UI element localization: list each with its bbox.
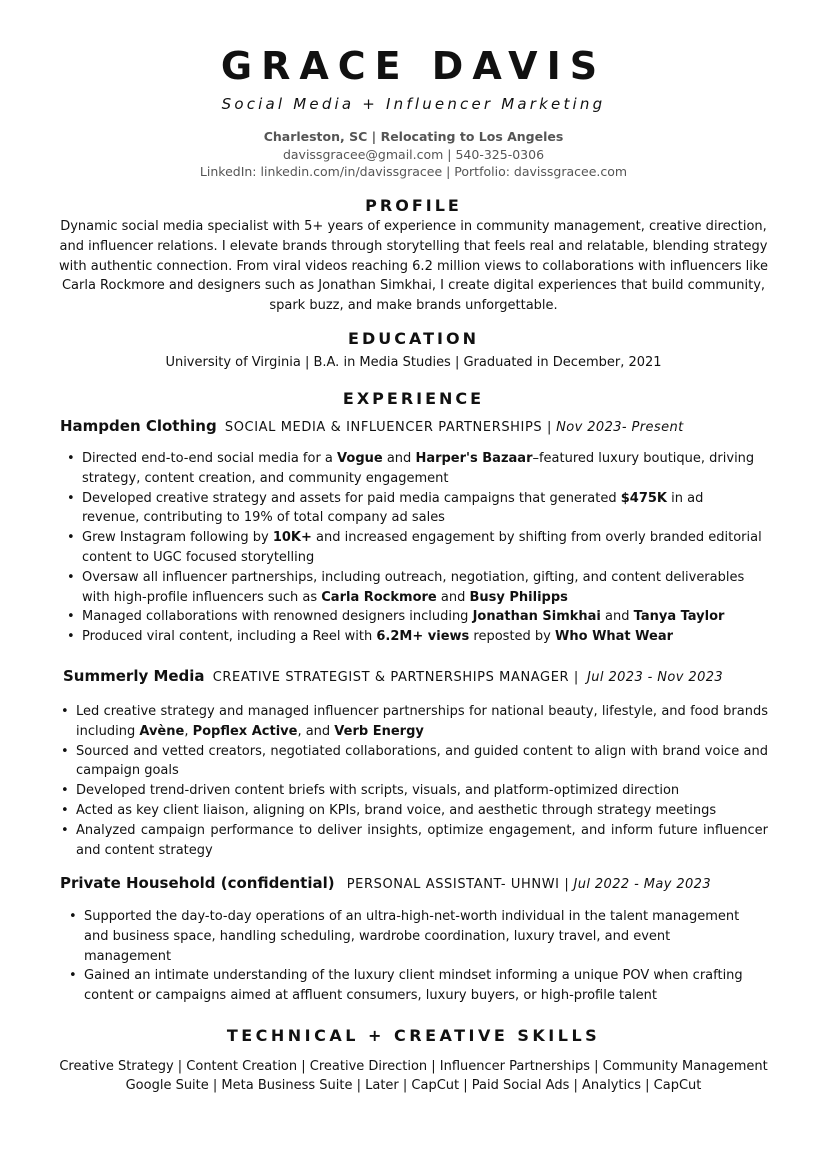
job-bullet: • Analyzed campaign performance to deliver insights, optimize engagement, and inform future influencer and content strategy	[58, 821, 768, 861]
job-company: Hampden Clothing	[60, 417, 217, 435]
job-bullet: • Directed end-to-end social media for a Vogue and Harper's Bazaar–featured luxury boutique, driving strategy, content creation, and community engagement	[64, 449, 764, 489]
job-company: Private Household (confidential)	[60, 874, 335, 892]
job-header	[63, 667, 723, 685]
skills-line-1: Creative Strategy | Content Creation | Creative Direction | Influencer Partnerships | Community Management	[59, 1059, 768, 1074]
job-company: Summerly Media	[63, 667, 205, 685]
job-bullet: • Gained an intimate understanding of the luxury client mindset informing a unique POV when crafting content or campaigns aimed at affluent consumers, luxury buyers, or high-profile talent	[66, 966, 758, 1006]
candidate-tagline: Social Media + Influencer Marketing	[221, 95, 606, 113]
job-bullet: • Grew Instagram following by 10K+ and increased engagement by shifting from overly branded editorial content to UGC focused storytelling	[64, 528, 764, 568]
job-bullets	[66, 907, 758, 1006]
job-bullet: • Sourced and vetted creators, negotiated collaborations, and guided content to align with brand voice and campaign goals	[58, 742, 768, 782]
job-bullets	[58, 702, 768, 860]
job-bullet: • Developed trend-driven content briefs with scripts, visuals, and platform-optimized direction	[58, 781, 768, 801]
education-line: University of Virginia | B.A. in Media Studies | Graduated in December, 2021	[165, 355, 662, 370]
job-bullet: • Produced viral content, including a Reel with 6.2M+ views reposted by Who What Wear	[64, 627, 764, 647]
job-header	[60, 874, 711, 892]
job-bullet: • Supported the day-to-day operations of an ultra-high-net-worth individual in the talent management and business space, handling scheduling, wardrobe coordination, luxury travel, and event management	[66, 907, 758, 966]
job-bullet: • Acted as key client liaison, aligning on KPIs, brand voice, and aesthetic through strategy meetings	[58, 801, 768, 821]
job-dates: Jul 2023 - Nov 2023	[587, 670, 724, 685]
contact-links: LinkedIn: linkedin.com/in/davissgracee | Portfolio: davissgracee.com	[199, 164, 628, 179]
skills-heading: TECHNICAL + CREATIVE SKILLS	[226, 1026, 601, 1045]
job-dates: Jul 2022 - May 2023	[573, 877, 712, 892]
profile-summary: Dynamic social media specialist with 5+ years of experience in community management, creative direction, and influencer relations. I elevate brands through storytelling that feels real and relatable, blending strategy with authentic connection. From viral videos reaching 6.2 million views to collaborations with influencers like Carla Rockmore and designers such as Jonathan Simkhai, I create digital experiences that build community, spark buzz, and make brands unforgettable.	[59, 219, 768, 314]
job-bullet: • Led creative strategy and managed influencer partnerships for national beauty, lifestyle, and food brands including Avène, Popflex Active, and Verb Energy	[58, 702, 768, 742]
job-title: SOCIAL MEDIA & INFLUENCER PARTNERSHIPS |	[224, 420, 552, 435]
education-heading: EDUCATION	[348, 329, 479, 348]
job-title: CREATIVE STRATEGIST & PARTNERSHIPS MANAGER |	[212, 670, 579, 685]
contact-email-phone: davissgracee@gmail.com | 540-325-0306	[282, 147, 545, 162]
experience-heading: EXPERIENCE	[342, 389, 485, 408]
profile-heading: PROFILE	[365, 196, 462, 215]
job-bullet: • Developed creative strategy and assets for paid media campaigns that generated $475K in ad revenue, contributing to 19% of total company ad sales	[64, 489, 764, 529]
job-bullet: • Managed collaborations with renowned designers including Jonathan Simkhai and Tanya Taylor	[64, 607, 764, 627]
job-header	[60, 417, 684, 435]
job-bullet: • Oversaw all influencer partnerships, including outreach, negotiation, gifting, and content deliverables with high-profile influencers such as Carla Rockmore and Busy Philipps	[64, 568, 764, 608]
skills-line-2: Google Suite | Meta Business Suite | Later | CapCut | Paid Social Ads | Analytics | CapCut	[125, 1078, 702, 1093]
candidate-name: GRACE DAVIS	[220, 44, 607, 88]
contact-location: Charleston, SC | Relocating to Los Angeles	[263, 129, 564, 144]
job-title: PERSONAL ASSISTANT- UHNWI |	[346, 877, 570, 892]
job-bullets	[64, 449, 764, 647]
job-dates: Nov 2023- Present	[556, 420, 684, 435]
